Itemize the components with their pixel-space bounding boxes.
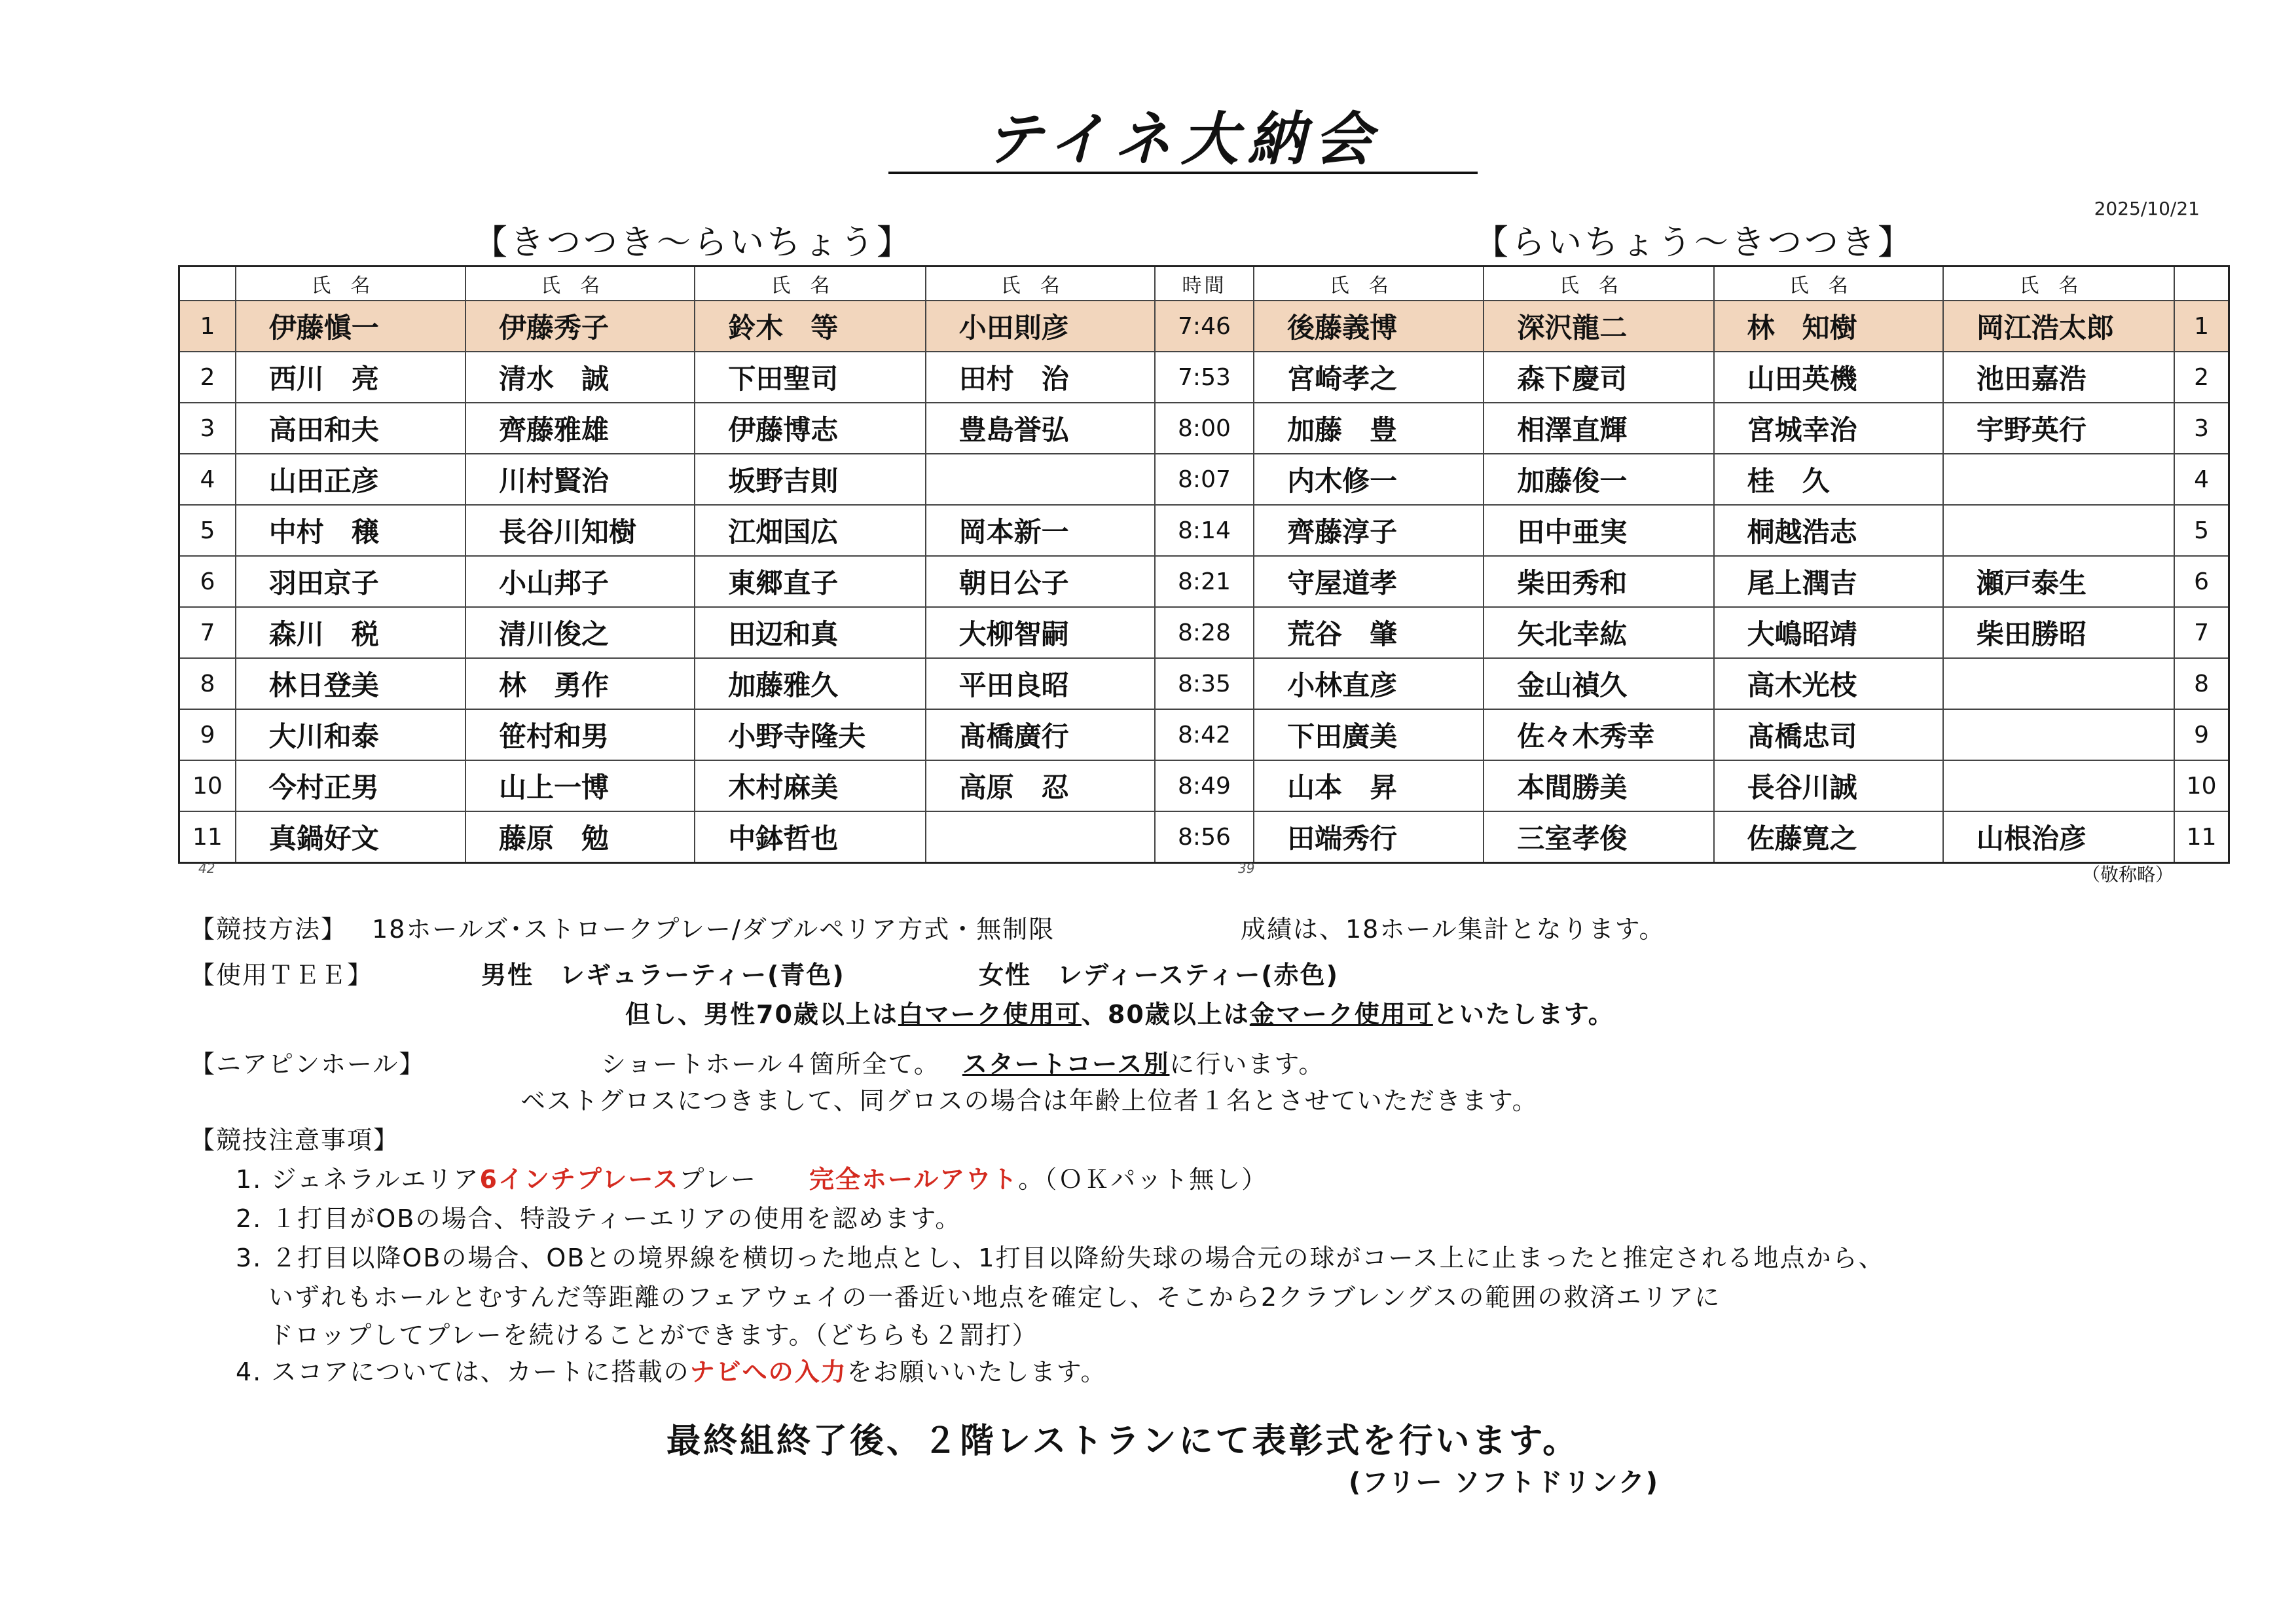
note-4-text: 4. スコアについては、カートに搭載の: [236, 1357, 690, 1386]
player-name-left: 今村正男: [236, 760, 465, 811]
group-number: 6: [179, 556, 236, 607]
player-name-right: 後藤義博: [1254, 301, 1484, 352]
header-cell: 氏名: [465, 267, 695, 301]
header-cell: [2174, 267, 2229, 301]
table-row: [179, 556, 2229, 607]
player-name-left: 川村賢治: [465, 454, 695, 505]
tee-time: 8:07: [1155, 454, 1254, 505]
player-name-right: 池田嘉浩: [1943, 352, 2174, 403]
group-number: 5: [179, 505, 236, 556]
note-2: 2. １打目がOBの場合、特設ティーエリアの使用を認めます。: [236, 1204, 962, 1233]
title-underline: [888, 172, 1478, 174]
group-number: 1: [2174, 301, 2229, 352]
player-name-right: 金山禎久: [1484, 658, 1713, 709]
player-name-right: 髙橋忠司: [1714, 709, 1943, 760]
method-text: 18ホールズ･ストロークプレー/ダブルペリア方式・無制限: [372, 915, 1055, 944]
group-number: 8: [179, 658, 236, 709]
note-1-text: プレー: [679, 1165, 757, 1194]
player-name-left: 高原 忍: [926, 760, 1155, 811]
note-3-line-2: いずれもホールとむすんだ等距離のフェアウェイの一番近い地点を確定し、そこから2クラブレングスの範囲の救済エリアに: [268, 1283, 1721, 1312]
player-name-right: 宮城幸治: [1714, 403, 1943, 454]
section-heading-right: 【らいちょう〜きつつき】: [1474, 223, 1915, 263]
note-4-text: をお願いいたします。: [847, 1357, 1107, 1386]
player-name-right: 加藤俊一: [1484, 454, 1713, 505]
header-cell: 氏名: [1254, 267, 1484, 301]
table-row: [179, 760, 2229, 811]
player-name-left: 林 勇作: [465, 658, 695, 709]
nearpin-note: ベストグロスにつきまして、同グロスの場合は年齢上位者１名とさせていただきます。: [520, 1086, 1539, 1115]
note-3-line-3: ドロップしてプレーを続けることができます。（どちらも２罰打）: [268, 1321, 1038, 1350]
nearpin-text: [601, 1044, 1324, 1080]
player-name-right: 高木光枝: [1714, 658, 1943, 709]
player-name-left: 小山邦子: [465, 556, 695, 607]
header-cell: 氏名: [1484, 267, 1713, 301]
player-name-right: 下田廣美: [1254, 709, 1484, 760]
group-number: 2: [179, 352, 236, 403]
section-heading-left: 【きつつき〜らいちょう】: [473, 223, 914, 263]
player-name-right: 大嶋昭靖: [1714, 607, 1943, 658]
note-1: [236, 1159, 1267, 1195]
tee-time: 8:21: [1155, 556, 1254, 607]
player-name-left: 林日登美: [236, 658, 465, 709]
tee-time-table: [178, 265, 2230, 864]
tee-note-white-mark: 白マーク使用可: [898, 1000, 1082, 1029]
table-row: [179, 658, 2229, 709]
player-name-right: 本間勝美: [1484, 760, 1713, 811]
tee-note: [625, 994, 1614, 1030]
player-name-left: 朝日公子: [926, 556, 1155, 607]
tee-time: 8:14: [1155, 505, 1254, 556]
player-name-right: 加藤 豊: [1254, 403, 1484, 454]
group-number: 2: [2174, 352, 2229, 403]
player-name-left: 齊藤雅雄: [465, 403, 695, 454]
header-cell: [179, 267, 236, 301]
player-name-right: 尾上潤吉: [1714, 556, 1943, 607]
player-name-left: 藤原 勉: [465, 811, 695, 863]
player-name-right: 内木修一: [1254, 454, 1484, 505]
tee-time: 8:35: [1155, 658, 1254, 709]
player-name-right: 小林直彦: [1254, 658, 1484, 709]
player-name-right: [1943, 454, 2174, 505]
group-number: 1: [179, 301, 236, 352]
tee-time: 8:28: [1155, 607, 1254, 658]
group-number: 4: [179, 454, 236, 505]
player-name-left: 坂野吉則: [695, 454, 925, 505]
header-cell: 時間: [1155, 267, 1254, 301]
player-name-left: [926, 811, 1155, 863]
notes-label: 【競技注意事項】: [190, 1126, 400, 1154]
document-date: 2025/10/21: [2094, 198, 2200, 219]
nearpin-text-part: に行います。: [1169, 1050, 1325, 1079]
note-1-text: 1. ジェネラルエリア: [236, 1165, 480, 1194]
header-cell: 氏名: [926, 267, 1155, 301]
table-row: [179, 301, 2229, 352]
closing-announcement: 最終組終了後、２階レストランにて表彰式を行います。: [666, 1422, 1580, 1461]
player-name-right: 柴田勝昭: [1943, 607, 2174, 658]
player-name-left: 中村 穣: [236, 505, 465, 556]
player-name-right: 柴田秀和: [1484, 556, 1713, 607]
tee-note-gold-mark: 金マーク使用可: [1249, 1000, 1433, 1029]
count-right: 39: [1238, 860, 1255, 876]
table-row: [179, 352, 2229, 403]
player-name-left: 伊藤博志: [695, 403, 925, 454]
group-number: 4: [2174, 454, 2229, 505]
player-name-left: 山田正彦: [236, 454, 465, 505]
player-name-right: 宇野英行: [1943, 403, 2174, 454]
tee-time: 8:00: [1155, 403, 1254, 454]
tee-time: 7:46: [1155, 301, 1254, 352]
player-name-left: 山上一博: [465, 760, 695, 811]
player-name-right: 守屋道孝: [1254, 556, 1484, 607]
player-name-left: 清川俊之: [465, 607, 695, 658]
player-name-left: 清水 誠: [465, 352, 695, 403]
player-name-right: [1943, 760, 2174, 811]
header-cell: 氏名: [1714, 267, 1943, 301]
note-1-emphasis: 6インチプレース: [479, 1165, 680, 1194]
player-name-left: 小田則彦: [926, 301, 1155, 352]
group-number: 11: [179, 811, 236, 863]
player-name-right: 田端秀行: [1254, 811, 1484, 863]
table-row: [179, 403, 2229, 454]
group-number: 5: [2174, 505, 2229, 556]
player-name-left: 伊藤愼一: [236, 301, 465, 352]
group-number: 9: [179, 709, 236, 760]
count-left: 42: [198, 860, 215, 876]
player-name-right: 瀬戸泰生: [1943, 556, 2174, 607]
player-name-left: 真鍋好文: [236, 811, 465, 863]
player-name-left: 東郷直子: [695, 556, 925, 607]
player-name-right: 桂 久: [1714, 454, 1943, 505]
group-number: 7: [179, 607, 236, 658]
nearpin-label: 【ニアピンホール】: [190, 1050, 426, 1079]
player-name-left: 鈴木 等: [695, 301, 925, 352]
nearpin-course-emphasis: スタートコース別: [962, 1050, 1170, 1079]
player-name-left: 豊島誉弘: [926, 403, 1155, 454]
player-name-right: 相澤直輝: [1484, 403, 1713, 454]
tee-note-text: 但し、男性70歳以上は: [625, 1000, 898, 1029]
player-name-right: 荒谷 肇: [1254, 607, 1484, 658]
group-number: 3: [179, 403, 236, 454]
player-name-left: 田村 治: [926, 352, 1155, 403]
player-name-right: 岡江浩太郎: [1943, 301, 2174, 352]
player-name-right: [1943, 658, 2174, 709]
table-row: [179, 505, 2229, 556]
group-number: 9: [2174, 709, 2229, 760]
player-name-left: 下田聖司: [695, 352, 925, 403]
note-1-holeout-emphasis: 完全ホールアウト: [809, 1165, 1019, 1194]
tee-note-text: 、80歳以上は: [1081, 1000, 1250, 1029]
player-name-left: 高田和夫: [236, 403, 465, 454]
player-name-left: [926, 454, 1155, 505]
table-row: [179, 811, 2229, 863]
tee-time: 8:49: [1155, 760, 1254, 811]
player-name-left: 伊藤秀子: [465, 301, 695, 352]
player-name-right: [1943, 709, 2174, 760]
note-1-text: 。（ＯＫパット無し）: [1018, 1165, 1268, 1194]
player-name-right: 田中亜実: [1484, 505, 1713, 556]
page-title: テイネ大納会: [985, 105, 1381, 173]
player-name-left: 小野寺隆夫: [695, 709, 925, 760]
player-name-right: 桐越浩志: [1714, 505, 1943, 556]
note-3-line-1: 3. ２打目以降OBの場合、OBとの境界線を横切った地点とし、1打目以降紛失球の場合元の球がコース上に止まったと推定される地点から、: [236, 1244, 1885, 1272]
player-name-left: 西川 亮: [236, 352, 465, 403]
method-note: 成績は、18ホール集計となります。: [1241, 915, 1666, 944]
player-name-left: 江畑国広: [695, 505, 925, 556]
player-name-left: 大川和泰: [236, 709, 465, 760]
table-row: [179, 709, 2229, 760]
player-name-left: 長谷川知樹: [465, 505, 695, 556]
table-row: [179, 607, 2229, 658]
player-name-left: 髙橋廣行: [926, 709, 1155, 760]
player-name-left: 平田良昭: [926, 658, 1155, 709]
group-number: 10: [179, 760, 236, 811]
group-number: 11: [2174, 811, 2229, 863]
player-name-right: [1943, 505, 2174, 556]
note-4: [236, 1352, 1107, 1388]
player-name-right: 森下慶司: [1484, 352, 1713, 403]
player-name-left: 木村麻美: [695, 760, 925, 811]
player-name-right: 長谷川誠: [1714, 760, 1943, 811]
tee-time: 7:53: [1155, 352, 1254, 403]
tee-time: 8:42: [1155, 709, 1254, 760]
group-number: 6: [2174, 556, 2229, 607]
header-cell: 氏名: [236, 267, 465, 301]
player-name-right: 佐々木秀幸: [1484, 709, 1713, 760]
player-name-right: 三室孝俊: [1484, 811, 1713, 863]
tee-label: 【使用ＴＥＥ】: [190, 961, 374, 989]
player-name-right: 宮崎孝之: [1254, 352, 1484, 403]
player-name-left: 大柳智嗣: [926, 607, 1155, 658]
player-name-right: 山根治彦: [1943, 811, 2174, 863]
player-name-right: 山本 昇: [1254, 760, 1484, 811]
honorific-note: （敬称略）: [2081, 864, 2174, 885]
player-name-right: 山田英機: [1714, 352, 1943, 403]
player-name-right: 深沢龍二: [1484, 301, 1713, 352]
group-number: 8: [2174, 658, 2229, 709]
nearpin-text-part: ショートホール４箇所全て。: [601, 1050, 940, 1079]
group-number: 7: [2174, 607, 2229, 658]
tee-note-text: といたします。: [1432, 1000, 1614, 1029]
group-number: 10: [2174, 760, 2229, 811]
method-label: 【競技方法】: [190, 915, 348, 944]
header-cell: 氏名: [1943, 267, 2174, 301]
player-name-right: 佐藤寛之: [1714, 811, 1943, 863]
tee-time: 8:56: [1155, 811, 1254, 863]
player-name-left: 羽田京子: [236, 556, 465, 607]
header-cell: 氏名: [695, 267, 925, 301]
player-name-left: 岡本新一: [926, 505, 1155, 556]
player-name-left: 中鉢哲也: [695, 811, 925, 863]
note-4-emphasis: ナビへの入力: [689, 1357, 847, 1386]
table-header-row: [179, 267, 2229, 301]
player-name-left: 田辺和真: [695, 607, 925, 658]
group-number: 3: [2174, 403, 2229, 454]
tee-women: 女性 レディースティー(赤色): [979, 961, 1339, 989]
table-row: [179, 454, 2229, 505]
player-name-right: 林 知樹: [1714, 301, 1943, 352]
player-name-left: 森川 税: [236, 607, 465, 658]
player-name-left: 笹村和男: [465, 709, 695, 760]
player-name-left: 加藤雅久: [695, 658, 925, 709]
tee-men: 男性 レギュラーティー(青色): [481, 961, 845, 989]
player-name-right: 齊藤淳子: [1254, 505, 1484, 556]
closing-subnote: (フリー ソフトドリンク): [1349, 1467, 1660, 1498]
player-name-right: 矢北幸紘: [1484, 607, 1713, 658]
